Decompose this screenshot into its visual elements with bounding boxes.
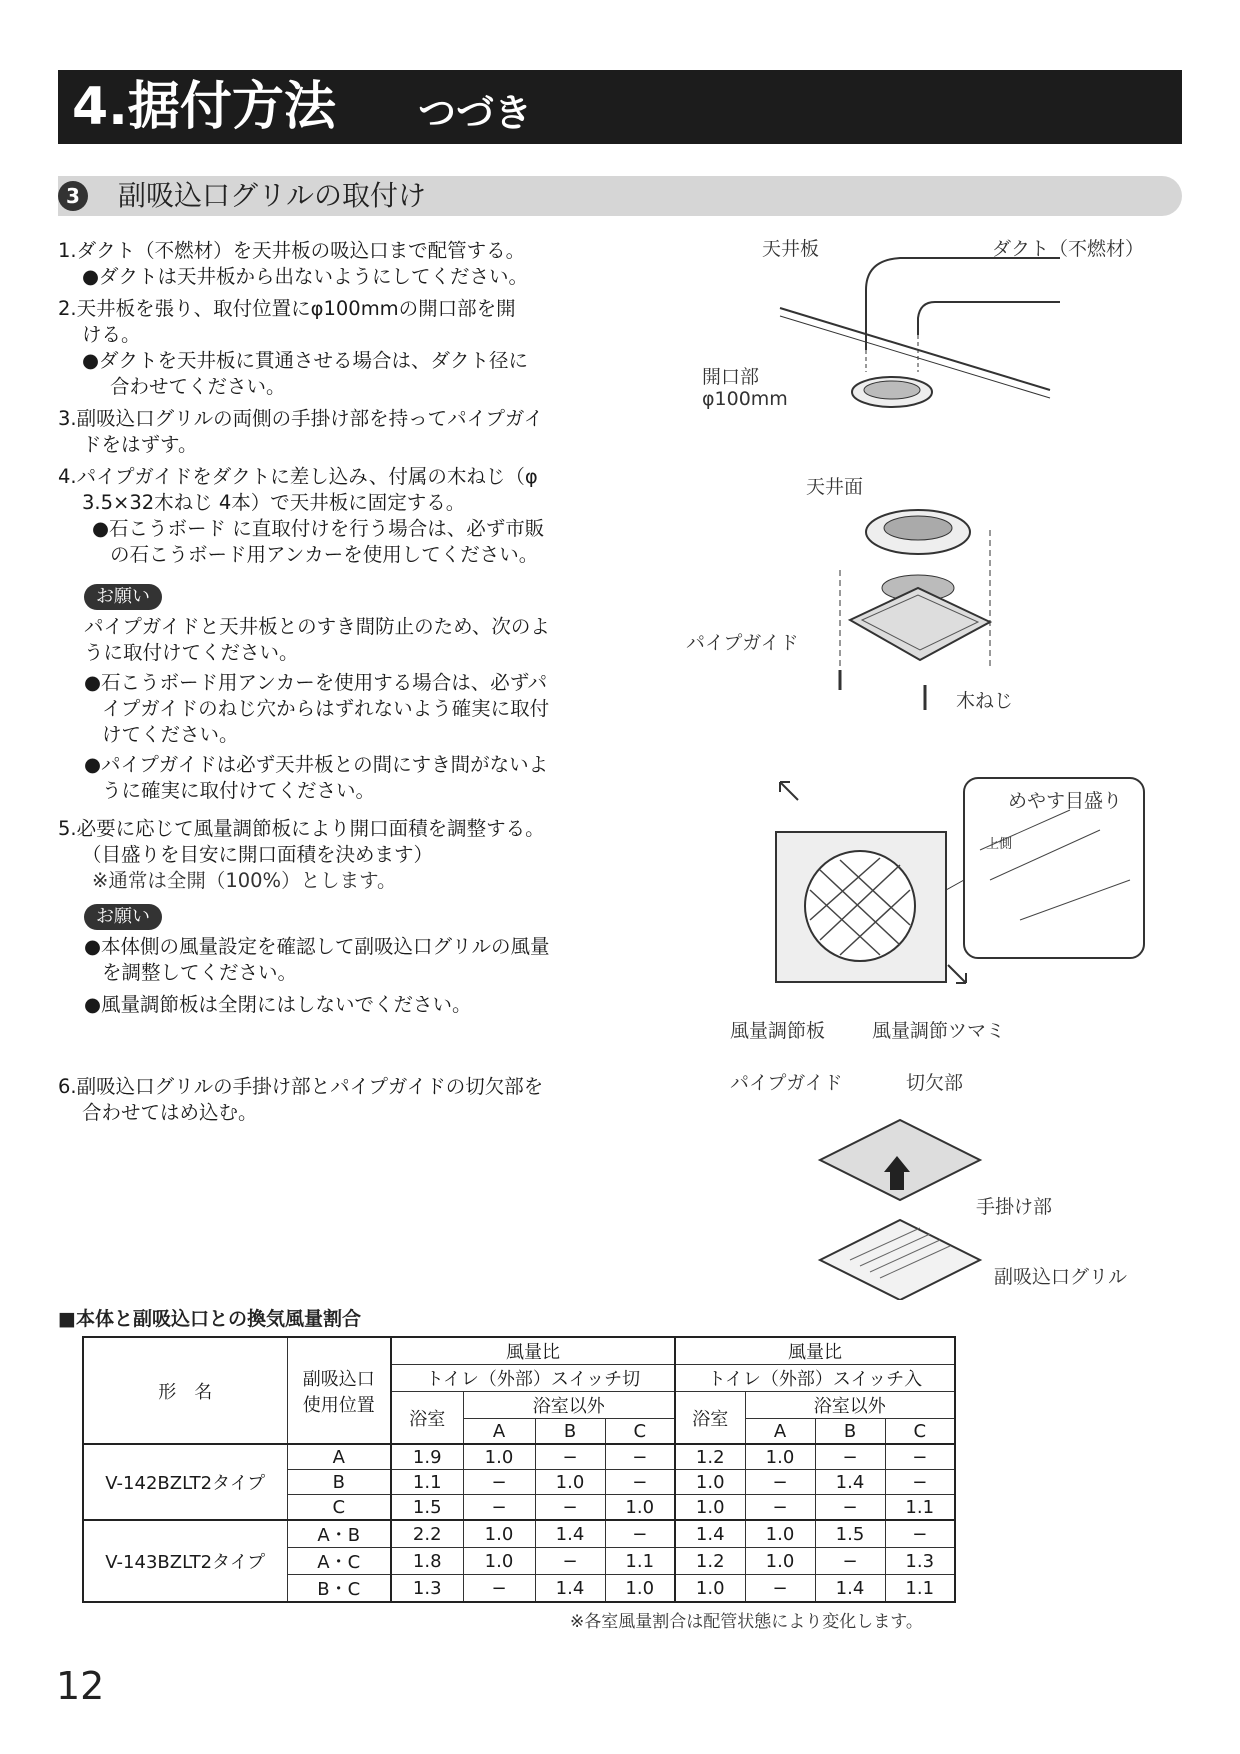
step-3 xyxy=(58,406,603,458)
model-cell: V-142BZLT2タイプ xyxy=(83,1444,287,1520)
value-cell: 1.0 xyxy=(675,1575,745,1603)
value-cell: − xyxy=(605,1520,675,1548)
step-3-text-2: ドをはずす。 xyxy=(82,433,198,456)
step-2-text-1: 2.天井板を張り、取付位置にφ100mmの開口部を開 xyxy=(58,297,516,320)
value-cell: 1.0 xyxy=(605,1495,675,1521)
value-cell: 1.3 xyxy=(885,1548,955,1575)
step-1-text: 1.ダクト（不燃材）を天井板の吸込口まで配管する。 xyxy=(58,239,526,262)
position-cell: C xyxy=(287,1495,391,1521)
value-cell: − xyxy=(535,1495,605,1521)
bullet-text: パイプガイドは必ず天井板との間にすき間がないよ xyxy=(101,753,549,776)
value-cell: − xyxy=(885,1520,955,1548)
value-cell: 1.1 xyxy=(605,1548,675,1575)
step-3-text-1: 3.副吸込口グリルの両側の手掛け部を持ってパイプガイ xyxy=(58,407,544,430)
bullet-mark: ● xyxy=(84,671,102,694)
header-ratio-off: 風量比 xyxy=(391,1337,675,1365)
bullet-text: ダクトを天井板に貫通させる場合は、ダクト径に xyxy=(99,349,529,372)
header-bath: 浴室 xyxy=(675,1392,745,1445)
value-cell: − xyxy=(885,1470,955,1495)
step-5-note: ※通常は全開（100%）とします。 xyxy=(92,869,397,892)
model-cell: V-143BZLT2タイプ xyxy=(83,1520,287,1602)
header-a: A xyxy=(745,1419,815,1445)
step-2-bullet xyxy=(58,348,603,374)
chapter-header xyxy=(58,70,1182,144)
header-model: 形 名 xyxy=(83,1337,287,1444)
chapter-title: 4.据付方法 xyxy=(72,77,336,137)
request-box-1 xyxy=(58,574,603,804)
header-position xyxy=(287,1337,391,1444)
value-cell: 1.5 xyxy=(815,1520,885,1548)
value-cell: 1.4 xyxy=(535,1575,605,1603)
label-handle: 手掛け部 xyxy=(976,1196,1053,1218)
value-cell: − xyxy=(463,1575,535,1603)
position-cell: A・B xyxy=(287,1520,391,1548)
request-label: お願い xyxy=(84,904,162,930)
step-5-text-1: 5.必要に応じて風量調節板により開口面積を調整する。 xyxy=(58,817,545,840)
label-ceiling-board: 天井板 xyxy=(762,238,820,260)
section-title: 副吸込口グリルの取付け xyxy=(118,179,427,212)
header-a: A xyxy=(463,1419,535,1445)
value-cell: − xyxy=(605,1444,675,1470)
request-bullet-1-cont: を調整してください。 xyxy=(102,961,298,984)
request-bullet-2-cont: うに確実に取付けてください。 xyxy=(102,779,376,802)
request-label: お願い xyxy=(84,584,162,610)
chapter-subtitle: つづき xyxy=(418,91,533,135)
step-2-bullet-cont: 合わせてください。 xyxy=(110,375,286,398)
request-bullet-2 xyxy=(58,992,603,1018)
table-caption: ■本体と副吸込口との換気風量割合 xyxy=(58,1308,361,1330)
label-scale: めやす目盛り xyxy=(1008,790,1123,812)
step-4-bullet-cont: の石こうボード用アンカーを使用してください。 xyxy=(110,543,539,566)
label-top-mark: 上側 xyxy=(986,837,1013,852)
label-opening: 開口部 xyxy=(702,366,760,388)
position-cell: B・C xyxy=(287,1575,391,1603)
airflow-ratio-table xyxy=(82,1336,956,1603)
value-cell: − xyxy=(605,1470,675,1495)
table-row xyxy=(83,1520,955,1548)
value-cell: 1.4 xyxy=(535,1520,605,1548)
value-cell: 1.0 xyxy=(463,1520,535,1548)
value-cell: 1.1 xyxy=(885,1575,955,1603)
value-cell: − xyxy=(535,1548,605,1575)
table-header-row xyxy=(83,1337,955,1365)
header-switch-off: トイレ（外部）スイッチ切 xyxy=(391,1365,675,1392)
label-opening-size: φ100mm xyxy=(702,388,788,410)
duct-opening-illustration xyxy=(770,240,1060,420)
section-bar xyxy=(58,176,1182,216)
position-cell: A xyxy=(287,1444,391,1470)
label-ceiling-surface: 天井面 xyxy=(806,476,864,498)
label-damper-knob: 風量調節ツマミ xyxy=(872,1020,1006,1042)
label-pipe-guide-2: パイプガイド xyxy=(730,1072,843,1094)
header-other: 浴室以外 xyxy=(463,1392,675,1419)
request-bullet-2 xyxy=(58,752,603,778)
bullet-text: 風量調節板は全閉にはしないでください。 xyxy=(101,993,472,1016)
step-4-text-2: 3.5×32木ねじ 4本）で天井板に固定する。 xyxy=(82,491,466,514)
grille-fitting-illustration xyxy=(800,1100,1000,1300)
header-b: B xyxy=(535,1419,605,1445)
label-pipe-guide: パイプガイド xyxy=(686,632,799,654)
header-b: B xyxy=(815,1419,885,1445)
value-cell: 1.0 xyxy=(745,1548,815,1575)
value-cell: − xyxy=(815,1444,885,1470)
header-other: 浴室以外 xyxy=(745,1392,955,1419)
step-5-text-2: （目盛りを目安に開口面積を決めます） xyxy=(82,843,434,866)
value-cell: − xyxy=(745,1575,815,1603)
header-position-2: 使用位置 xyxy=(302,1394,375,1416)
bullet-mark: ● xyxy=(92,517,110,540)
step-1-bullet xyxy=(58,264,603,290)
label-notch: 切欠部 xyxy=(906,1072,964,1094)
value-cell: − xyxy=(815,1495,885,1521)
bullet-mark: ● xyxy=(82,349,100,372)
request-bullet-1 xyxy=(58,934,603,960)
step-5 xyxy=(58,816,603,894)
label-grille: 副吸込口グリル xyxy=(994,1266,1128,1288)
value-cell: 1.4 xyxy=(815,1575,885,1603)
header-position-1: 副吸込口 xyxy=(302,1368,375,1390)
header-c: C xyxy=(885,1419,955,1445)
step-2 xyxy=(58,296,603,400)
table-row xyxy=(83,1444,955,1470)
instruction-steps xyxy=(58,238,603,1018)
request-text-1: パイプガイドと天井板とのすき間防止のため、次のよ xyxy=(84,615,550,638)
request-box-2 xyxy=(58,900,603,1018)
value-cell: 1.0 xyxy=(675,1470,745,1495)
bullet-text: 石こうボード に直取付けを行う場合は、必ず市販 xyxy=(109,517,545,540)
request-bullet-1-cont: けてください。 xyxy=(102,723,239,746)
value-cell: 1.1 xyxy=(885,1495,955,1521)
step-4-bullet xyxy=(58,516,603,542)
table-footnote: ※各室風量割合は配管状態により変化します。 xyxy=(570,1612,923,1632)
value-cell: 1.0 xyxy=(745,1444,815,1470)
step-1 xyxy=(58,238,603,290)
bullet-text: 石こうボード用アンカーを使用する場合は、必ずパ xyxy=(101,671,548,694)
bullet-text: ダクトは天井板から出ないようにしてください。 xyxy=(99,265,529,288)
value-cell: 1.0 xyxy=(535,1470,605,1495)
value-cell: 1.4 xyxy=(675,1520,745,1548)
value-cell: 1.3 xyxy=(391,1575,463,1603)
position-cell: B xyxy=(287,1470,391,1495)
label-duct: ダクト（不燃材） xyxy=(992,238,1145,260)
value-cell: − xyxy=(815,1548,885,1575)
bullet-mark: ● xyxy=(82,265,100,288)
request-bullet-1-cont: イプガイドのねじ穴からはずれないよう確実に取付 xyxy=(102,697,550,720)
value-cell: 1.4 xyxy=(815,1470,885,1495)
bullet-mark: ● xyxy=(84,753,102,776)
value-cell: 1.0 xyxy=(605,1575,675,1603)
step-2-text-2: ける。 xyxy=(82,323,141,346)
value-cell: − xyxy=(463,1470,535,1495)
label-wood-screw: 木ねじ xyxy=(956,690,1014,712)
value-cell: − xyxy=(745,1495,815,1521)
header-ratio-on: 風量比 xyxy=(675,1337,955,1365)
step-6-text-2: 合わせてはめ込む。 xyxy=(82,1101,258,1124)
header-c: C xyxy=(605,1419,675,1445)
step-4 xyxy=(58,464,603,568)
value-cell: − xyxy=(535,1444,605,1470)
position-cell: A・C xyxy=(287,1548,391,1575)
value-cell: − xyxy=(463,1495,535,1521)
value-cell: 1.0 xyxy=(675,1495,745,1521)
bullet-mark: ● xyxy=(84,935,102,958)
value-cell: 1.2 xyxy=(675,1548,745,1575)
value-cell: 1.2 xyxy=(675,1444,745,1470)
value-cell: 1.0 xyxy=(745,1520,815,1548)
value-cell: 1.9 xyxy=(391,1444,463,1470)
value-cell: − xyxy=(745,1470,815,1495)
request-text-2: うに取付けてください。 xyxy=(84,641,299,664)
step-4-text-1: 4.パイプガイドをダクトに差し込み、付属の木ねじ（φ xyxy=(58,465,538,488)
bullet-mark: ● xyxy=(84,993,102,1016)
request-bullet-1 xyxy=(58,670,603,696)
page-number: 12 xyxy=(56,1664,105,1708)
value-cell: 2.2 xyxy=(391,1520,463,1548)
header-switch-on: トイレ（外部）スイッチ入 xyxy=(675,1365,955,1392)
section-badge: 3 xyxy=(58,181,88,211)
bullet-text: 本体側の風量設定を確認して副吸込口グリルの風量 xyxy=(101,935,550,958)
value-cell: − xyxy=(885,1444,955,1470)
header-bath: 浴室 xyxy=(391,1392,463,1445)
step-6 xyxy=(58,1074,618,1126)
step-6-text-1: 6.副吸込口グリルの手掛け部とパイプガイドの切欠部を xyxy=(58,1075,544,1098)
pipe-guide-illustration xyxy=(800,470,1050,720)
value-cell: 1.1 xyxy=(391,1470,463,1495)
value-cell: 1.5 xyxy=(391,1495,463,1521)
value-cell: 1.0 xyxy=(463,1444,535,1470)
value-cell: 1.8 xyxy=(391,1548,463,1575)
value-cell: 1.0 xyxy=(463,1548,535,1575)
label-damper-plate: 風量調節板 xyxy=(730,1020,826,1042)
